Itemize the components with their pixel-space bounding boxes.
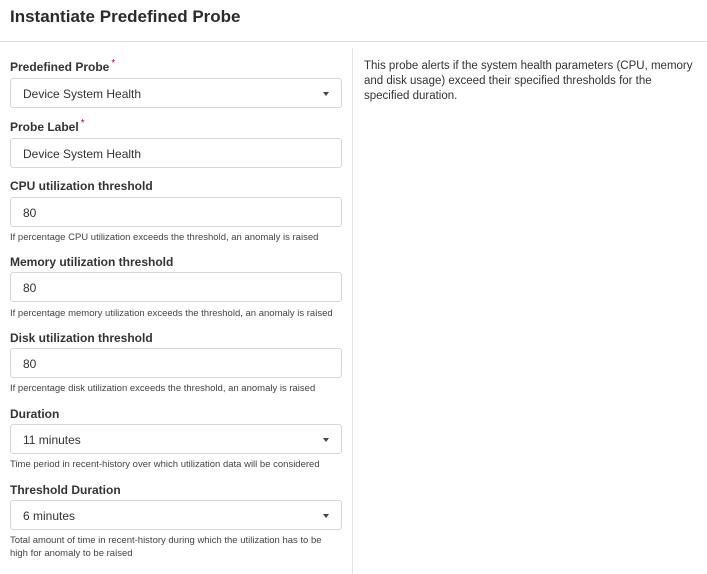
memory-threshold-input[interactable]	[10, 272, 342, 302]
chevron-down-icon	[323, 92, 329, 96]
threshold-duration-label: Threshold Duration	[10, 483, 121, 497]
predefined-probe-label: Predefined Probe *	[10, 58, 116, 74]
predefined-probe-value: Device System Health	[23, 87, 142, 101]
required-marker: *	[111, 58, 116, 69]
cpu-threshold-label: CPU utilization threshold	[10, 179, 153, 193]
disk-threshold-value: 80	[23, 357, 37, 371]
chevron-down-icon	[323, 514, 329, 518]
duration-label: Duration	[10, 407, 60, 421]
probe-label-input[interactable]	[10, 138, 342, 168]
probe-description: This probe alerts if the system health parameters (CPU, memory and disk usage) exceed their specified thresholds for the specified duration.	[364, 60, 693, 102]
cpu-threshold-input[interactable]	[10, 197, 342, 227]
page-title: Instantiate Predefined Probe	[10, 7, 241, 26]
cpu-threshold-value: 80	[23, 206, 37, 220]
cpu-threshold-help: If percentage CPU utilization exceeds the threshold, an anomaly is raised	[10, 232, 319, 243]
threshold-duration-value: 6 minutes	[23, 509, 76, 523]
duration-help: Time period in recent-history over which utilization data will be considered	[10, 459, 320, 470]
threshold-duration-select[interactable]	[10, 500, 342, 530]
chevron-down-icon	[323, 438, 329, 442]
duration-value: 11 minutes	[23, 433, 81, 447]
dialog-header	[0, 0, 707, 42]
disk-threshold-input[interactable]	[10, 348, 342, 378]
disk-threshold-label: Disk utilization threshold	[10, 331, 153, 345]
probe-label-label: Probe Label *	[10, 118, 85, 134]
required-marker: *	[80, 118, 85, 129]
memory-threshold-label: Memory utilization threshold	[10, 255, 174, 269]
probe-label-value: Device System Health	[23, 147, 142, 161]
predefined-probe-select[interactable]	[10, 78, 342, 108]
disk-threshold-help: If percentage disk utilization exceeds the threshold, an anomaly is raised	[10, 383, 316, 394]
threshold-duration-help: Total amount of time in recent-history during which the utilization has to be high for anomaly to be raised	[10, 535, 322, 559]
column-divider	[352, 48, 353, 574]
memory-threshold-value: 80	[23, 281, 37, 295]
memory-threshold-help: If percentage memory utilization exceeds the threshold, an anomaly is raised	[10, 308, 333, 319]
duration-select[interactable]	[10, 424, 342, 454]
